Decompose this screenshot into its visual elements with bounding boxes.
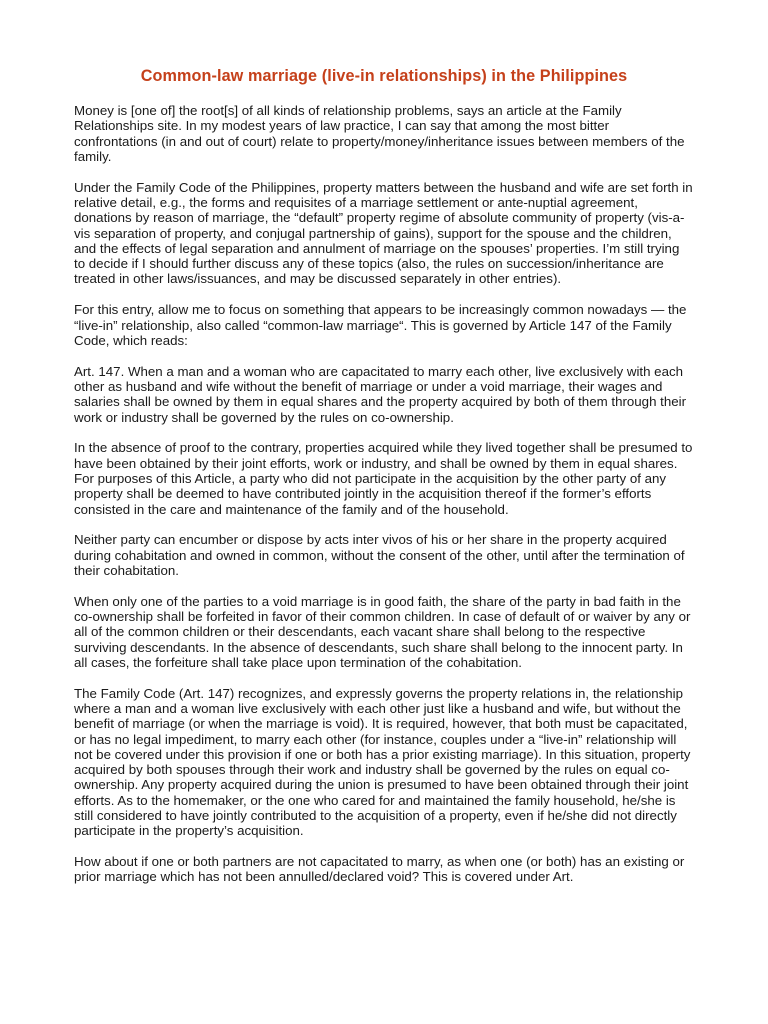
paragraph-good-faith: When only one of the parties to a void marriage is in good faith, the share of the party in bad faith in the co-ownership shall be forfeited in favor of their common children. In case of default of or waiver by any or all of the common children or their descendants, each vacant share shall belong to the respective surviving descendants. In the absence of descendants, such share shall belong to the innocent party. In all cases, the forfeiture shall take place upon termination of the cohabitation. (74, 593, 691, 670)
paragraph-family-code: Under the Family Code of the Philippines, property matters between the husband and wife are set forth in relative detail, e.g., the forms and requisites of a marriage settlement or ante-nuptial agreement, donations by reason of marriage, the “default” property regime of absolute community of property (vis-a-vis separation of property, and conjugal partnership of gains), support for the spouse and the children, and the effects of legal separation and annulment of marriage on the spouses’ properties. I’m still trying to decide if I should further discuss any of these topics (also, the rules on succession/inheritance are treated in other laws/issuances, and may be discussed separately in other entries). (74, 179, 693, 287)
document-page (74, 66, 694, 900)
paragraph-absence-of-proof: In the absence of proof to the contrary, properties acquired while they lived together shall be presumed to have been obtained by their joint efforts, work or industry, and shall be owned by them in equal shares. For purposes of this Article, a party who did not participate in the acquisition by the other party of any property shall be deemed to have contributed jointly in the acquisition thereof if the former’s efforts consisted in the care and maintenance of the family and of the household. (74, 440, 693, 517)
paragraph-intro: Money is [one of] the root[s] of all kinds of relationship problems, says an article at the Family Relationships site. In my modest years of law practice, I can say that among the most bitter confrontations (in and out of court) relate to property/money/inheritance issues between members of the family. (74, 103, 685, 164)
paragraph-entry-focus: For this entry, allow me to focus on something that appears to be increasingly common nowadays — the “live-in” relationship, also called “common-law marriage“. This is governed by Article 147 of the Family Code, which reads: (74, 302, 687, 348)
paragraph-article-147: Art. 147. When a man and a woman who are capacitated to marry each other, live exclusively with each other as husband and wife without the benefit of marriage or under a void marriage, their wages and salaries shall be owned by them in equal shares and the property acquired by both of them through their work or industry shall be governed by the rules on co-ownership. (74, 363, 687, 425)
paragraph-not-capacitated: How about if one or both partners are not capacitated to marry, as when one (or both) has an existing or prior marriage which has not been annulled/declared void? This is covered under Art. (74, 854, 685, 885)
document-title: Common-law marriage (live-in relationships) in the Philippines (140, 67, 628, 85)
paragraph-encumber: Neither party can encumber or dispose by acts inter vivos of his or her share in the property acquired during cohabitation and owned in common, without the consent of the other, until after the termination of their cohabitation. (74, 532, 685, 578)
paragraph-recognition: The Family Code (Art. 147) recognizes, and expressly governs the property relations in, the relationship where a man and a woman live exclusively with each other just like a husband and wife, but without the benefit of marriage (or when the marriage is void). It is required, however, that both must be capacitated, or has no legal impediment, to marry each other (for instance, couples under a “live-in” relationship will not be covered under this provision if one or both has a prior existing marriage). In this situation, property acquired by both spouses through their work and industry shall be governed by the rules on equal co-ownership. Any property acquired during the union is presumed to have been obtained through their joint efforts. As to the homemaker, or the one who cared for and maintained the family household, he/she is still considered to have jointly contributed to the acquisition of a property, even if he/she did not directly participate in the property’s acquisition. (74, 685, 691, 839)
